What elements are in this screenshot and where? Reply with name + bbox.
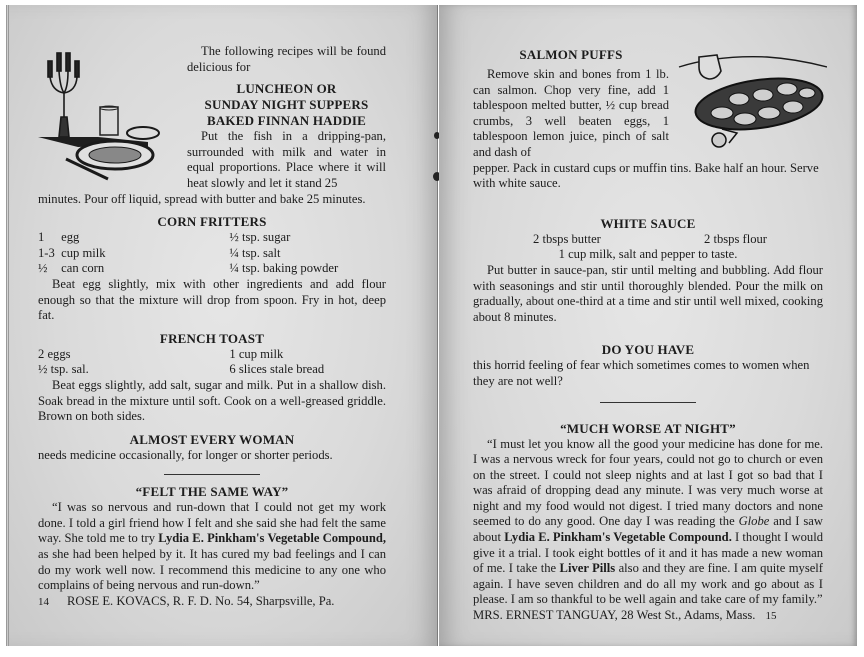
french-toast-ingredients (38, 347, 386, 378)
salmon-puffs-text: Remove skin and bones from 1 lb. can salmon. Chop very fine, add 1 tablespoon melted butter, ½ cup bread crumbs, 3 well beaten eggs, 1 tablespoon lemon juice, pinch of salt and dash of (473, 67, 669, 159)
newspaper-name: Globe (738, 514, 770, 529)
almost-every-woman-title: ALMOST EVERY WOMAN (129, 431, 295, 447)
heading-baked-finnan-haddie: BAKED FINNAN HADDIE (206, 113, 367, 129)
french-toast-left-ingredients (38, 347, 229, 378)
left-page (6, 5, 438, 646)
ingredient: 6 slices stale bread (229, 362, 325, 377)
white-sauce-method: Put butter in sauce-pan, stir until melting and bubbling. Add flour with seasonings and stir until thoroughly blended. Pour the milk on gradually, about one-third at a time and stir until well mixed, cooking about 8 minutes. (473, 262, 823, 324)
corn-fritters-method: Beat egg slightly, mix with other ingredients and add flour enough so that the mixture will drop from spoon. Fry in hot, deep fat. (38, 276, 386, 323)
product-name-liver-pills: Liver Pills (559, 561, 616, 576)
felt-same-way-title: “FELT THE SAME WAY” (135, 484, 289, 500)
do-you-have-text: this horrid feeling of fear which sometimes comes to women when they are not well? (473, 358, 810, 388)
product-name: Lydia E. Pinkham's Vegetable Compound, (158, 531, 387, 546)
product-name: Lydia E. Pinkham's Vegetable Compound. (504, 530, 732, 545)
ingredient: ¼ tsp. salt (229, 245, 281, 260)
platter-icon (677, 49, 827, 149)
finnan-haddie-text: Put the fish in a dripping-pan, surrounded with milk and water in equal proportions. Place where it will heat slowly and let it stand 25 (187, 129, 386, 190)
ingredient: 2 eggs (38, 346, 71, 361)
heading-sunday-suppers: SUNDAY NIGHT SUPPERS (204, 97, 369, 113)
section-divider (600, 402, 696, 403)
candelabra-table-setting-illustration (38, 47, 173, 183)
salmon-puffs-title: SALMON PUFFS (519, 47, 623, 62)
ingredient: ½ tsp. sal. (38, 362, 89, 377)
finnan-haddie-text-continued: minutes. Pour off liquid, spread with butter and bake 25 minutes. (38, 191, 366, 206)
white-sauce-ingredient-flour: 2 tbsps flour (704, 231, 767, 246)
ingredient: ½ can corn (38, 261, 105, 276)
booklet-spread (6, 5, 862, 646)
heading-luncheon: LUNCHEON OR (236, 81, 337, 97)
white-sauce-ingredient-milk: 1 cup milk, salt and pepper to taste. (558, 247, 738, 262)
right-page (439, 5, 857, 646)
ingredient: 1 cup milk (229, 346, 284, 361)
ingredient: 1-3 cup milk (38, 245, 106, 260)
left-footer (38, 594, 386, 611)
luncheon-heading-block (187, 81, 386, 129)
section-divider (164, 474, 260, 475)
salmon-puffs-text-continued: pepper. Pack in custard cups or muffin tins. Bake half an hour. Serve with white sauce. (473, 160, 819, 191)
white-sauce-ingredients (473, 232, 823, 248)
much-worse-text: “I must let you know all the good your medicine has done for me. I was a nervous wreck for four years, could not go to church or even on the street. I could not sleep nights and at last I got so bad that I was afraid of dropping dead any minute. I was very much worse at night and my food would not digest. I tried many doctors and none seemed to do any good. One day I was reading the Globe and I saw about Lydia E. Pinkham's Vegetable Compound. I thought I would give it a trial. I took eight bottles of it and it has made a new woman of me. I take the Liver Pills also and they are fine. I am quite myself again. I have seven children and do all my work and go about as I please. I am so thankful to be well again and take care of my family.” (473, 436, 823, 607)
felt-same-way-text: “I was so nervous and run-down that I could not get my work done. I told a girl friend how I felt and she said she had felt the same way. She told me to try Lydia E. Pinkham's Vegetable Compound, as she had been helped by it. It has cured my bad feelings and I can do my work well now. I recommend this medicine to any one who complains of being nervous and run-down.” (38, 500, 387, 593)
french-toast-method: Beat eggs slightly, add salt, sugar and milk. Put in a shallow dish. Soak bread in the mixture until soft. Cook on a well-greased griddle. Brown on both sides. (38, 377, 386, 424)
intro-text: The following recipes will be found delicious for (187, 44, 386, 74)
page-number: 15 (765, 610, 777, 623)
book-gutter (437, 5, 438, 646)
much-worse-title: “MUCH WORSE AT NIGHT” (560, 420, 736, 436)
corn-fritters-right-ingredients (229, 230, 386, 277)
corn-fritters-ingredients (38, 230, 386, 277)
corn-fritters-title: CORN FRITTERS (157, 214, 267, 230)
white-sauce-title: WHITE SAUCE (600, 215, 696, 231)
almost-every-woman-text: needs medicine occasionally, for longer or shorter periods. (38, 447, 333, 462)
french-toast-right-ingredients (229, 347, 386, 378)
ingredient: 1 egg (38, 230, 80, 245)
ingredient: ¼ tsp. baking powder (229, 261, 339, 276)
ingredient: ½ tsp. sugar (229, 230, 291, 245)
signature: ROSE E. KOVACS, R. F. D. No. 54, Sharpsville, Pa. (67, 593, 335, 608)
french-toast-title: FRENCH TOAST (159, 330, 265, 346)
signature: MRS. ERNEST TANGUAY, 28 West St., Adams, Mass. (473, 608, 756, 623)
corn-fritters-left-ingredients (38, 230, 229, 277)
candelabra-icon (38, 47, 173, 182)
do-you-have-title: DO YOU HAVE (601, 342, 695, 358)
salmon-puffs-platter-illustration (677, 49, 827, 149)
white-sauce-ingredient-butter: 2 tbsps butter (533, 231, 601, 246)
page-number: 14 (38, 595, 49, 608)
right-footer (473, 608, 823, 625)
